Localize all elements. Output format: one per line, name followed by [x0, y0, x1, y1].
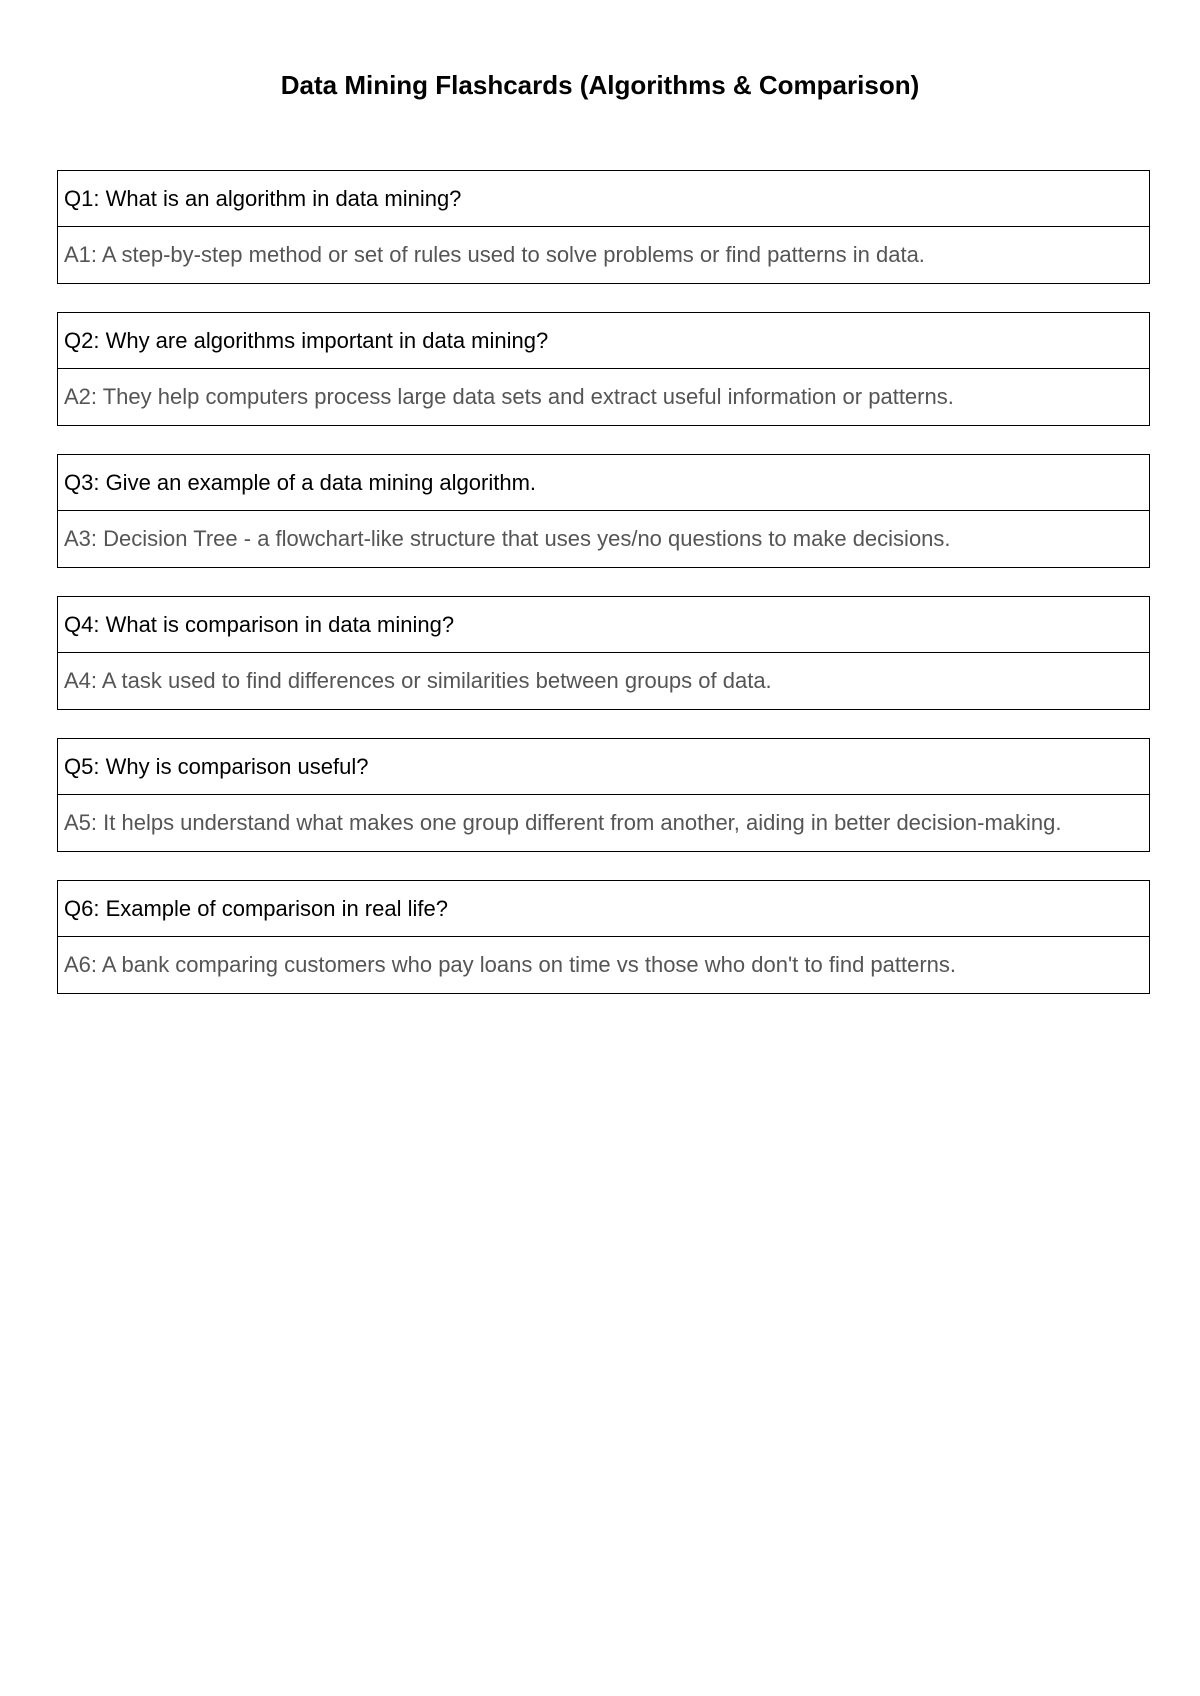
- flashcard-answer: A5: It helps understand what makes one group different from another, aiding in better decision-making.: [64, 810, 1062, 835]
- flashcard-list: [57, 170, 1150, 1022]
- flashcard-answer: A6: A bank comparing customers who pay loans on time vs those who don't to find patterns.: [64, 952, 957, 977]
- flashcard-answer: A2: They help computers process large data sets and extract useful information or patterns.: [64, 384, 954, 409]
- flashcard-question: Q2: Why are algorithms important in data mining?: [58, 313, 1149, 369]
- flashcard-question: Q5: Why is comparison useful?: [58, 739, 1149, 795]
- flashcard-answer: A4: A task used to find differences or similarities between groups of data.: [64, 668, 772, 693]
- flashcard-6: [57, 880, 1150, 994]
- flashcard-1: [57, 170, 1150, 284]
- flashcard-3: [57, 454, 1150, 568]
- flashcard-question: Q3: Give an example of a data mining algorithm.: [58, 455, 1149, 511]
- flashcard-question: Q1: What is an algorithm in data mining?: [58, 171, 1149, 227]
- flashcard-answer: A3: Decision Tree - a flowchart-like structure that uses yes/no questions to make decisions.: [64, 526, 951, 551]
- flashcard-question: Q6: Example of comparison in real life?: [58, 881, 1149, 937]
- flashcard-question: Q4: What is comparison in data mining?: [58, 597, 1149, 653]
- flashcard-answer: A1: A step-by-step method or set of rules used to solve problems or find patterns in data.: [64, 242, 925, 267]
- flashcard-4: [57, 596, 1150, 710]
- page-title: Data Mining Flashcards (Algorithms & Comparison): [280, 70, 920, 100]
- flashcard-2: [57, 312, 1150, 426]
- flashcard-5: [57, 738, 1150, 852]
